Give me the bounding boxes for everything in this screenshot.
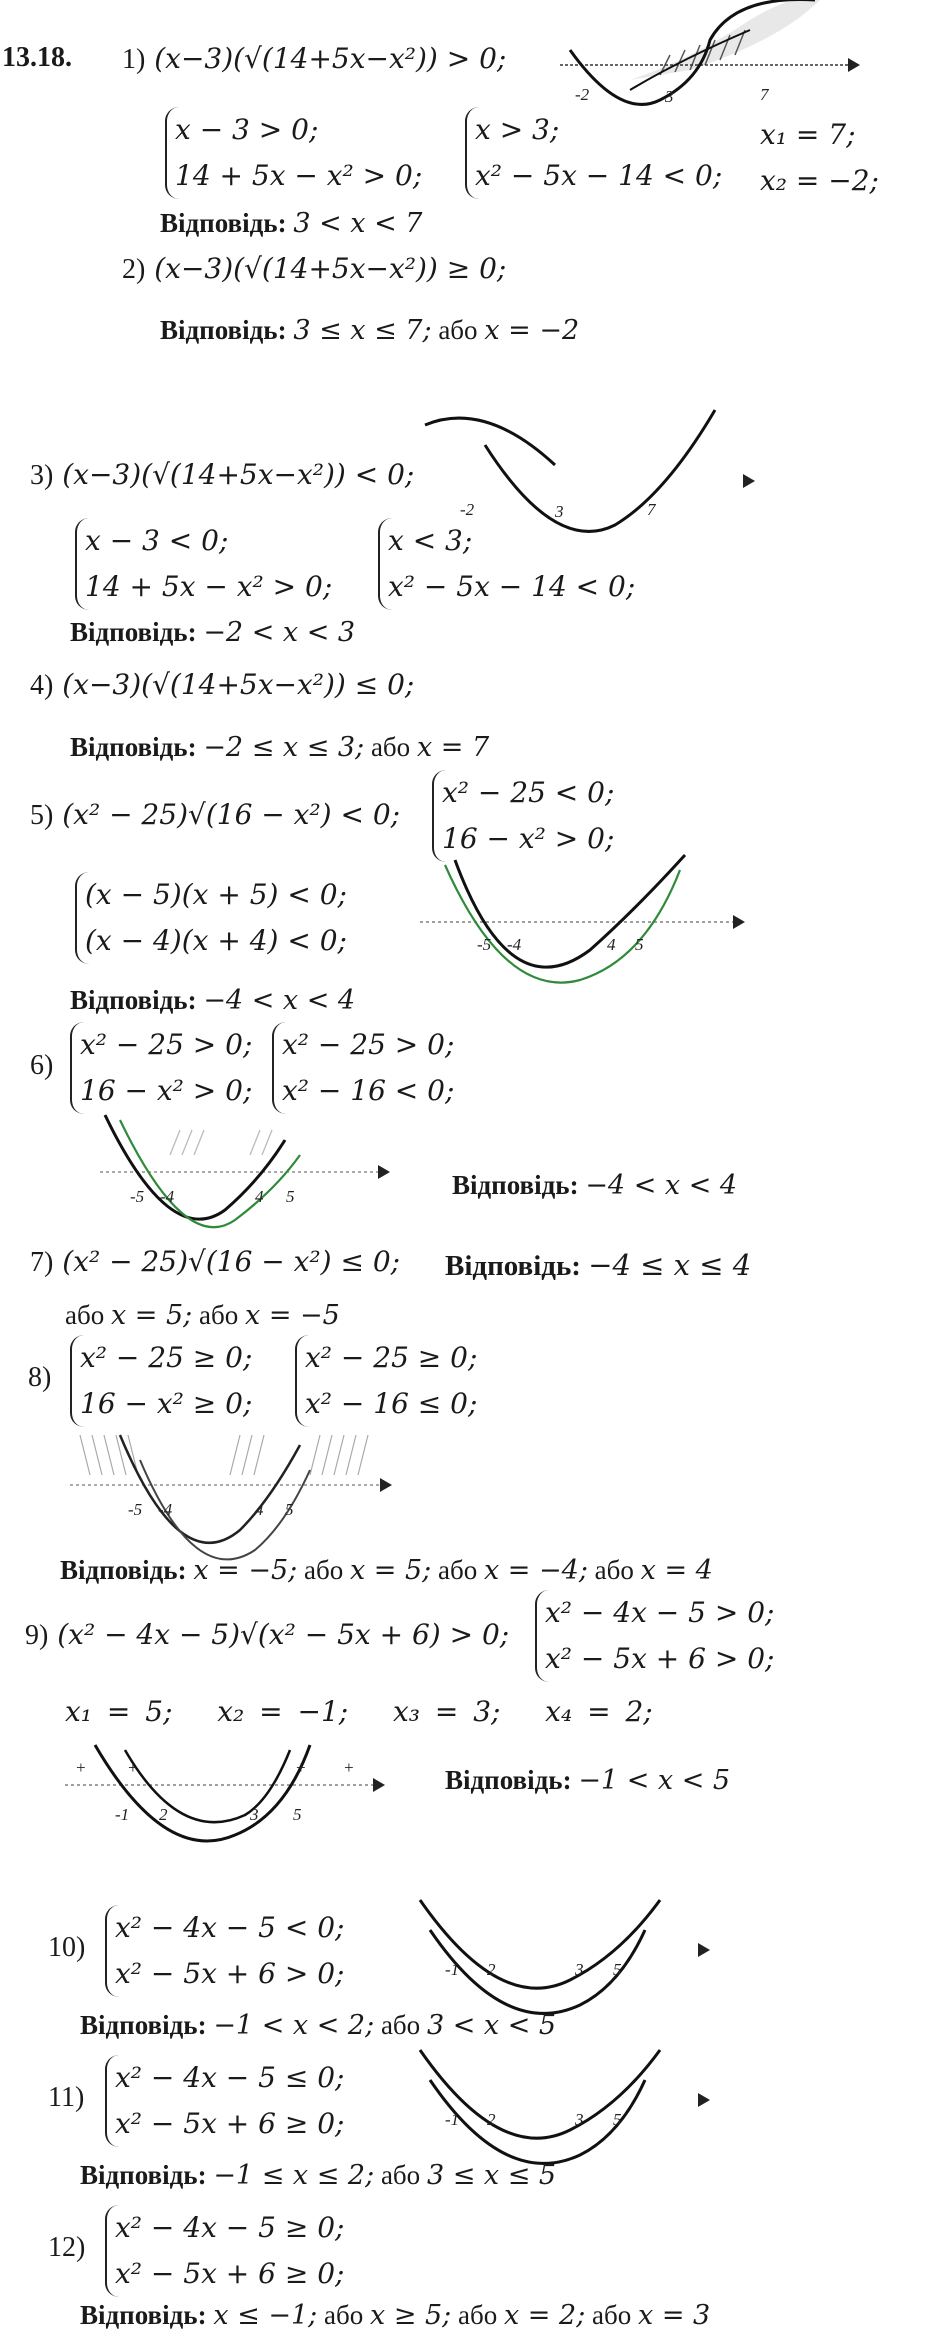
p11-sys-line-2: x² − 5x + 6 ≥ 0; (115, 2107, 345, 2140)
p12-answer-value-2: x ≥ 5; (369, 2300, 452, 2331)
p5-expr (30, 798, 400, 832)
p11-label: 11) (48, 2082, 85, 2113)
p8-tick-0: -5 (128, 1500, 143, 1519)
p1-roots (760, 112, 879, 204)
p12-answer (80, 2300, 710, 2331)
answer-label: Відповідь: (80, 2160, 207, 2190)
p3-sysB-line-2: x² − 5x − 14 < 0; (388, 570, 636, 603)
p10-tick-1: 2 (487, 1960, 496, 1979)
p8-sysA-line-2: 16 − x² ≥ 0; (80, 1387, 253, 1420)
p1-sysB-line-2: x² − 5x − 14 < 0; (475, 159, 723, 192)
p2-expr (122, 252, 506, 286)
p5-answer-value: −4 < x < 4 (203, 985, 356, 1016)
p1-sysB-line-1: x > 3; (475, 113, 560, 146)
p10-answer-or: або (380, 2010, 421, 2040)
p8-tick-2: 4 (255, 1500, 264, 1519)
p9-inequality: (x² − 4x − 5)√(x² − 5x + 6) > 0; (57, 1618, 510, 1651)
p8-answer-value-3: x = −4; (484, 1555, 588, 1586)
answer-label: Відповідь: (160, 208, 287, 238)
p5-answer (70, 985, 355, 1016)
p5-sysA-line-1: x² − 25 < 0; (442, 776, 615, 809)
p4-answer (70, 732, 489, 763)
p4-expr (30, 668, 414, 702)
p10-tick-2: 3 (575, 1960, 584, 1979)
p9-sign-1: + (127, 1758, 139, 1777)
p12-answer-value-1: x ≤ −1; (213, 2300, 318, 2331)
p8-answer-value-1: x = −5; (193, 1555, 298, 1586)
answer-label: Відповідь: (80, 2010, 207, 2040)
p5-system-a (432, 770, 614, 862)
p8-tick-3: 5 (285, 1500, 294, 1519)
p7-expr (30, 1245, 400, 1279)
p10-answer-value: −1 < x < 2; (213, 2010, 375, 2041)
p6-sysB-line-1: x² − 25 > 0; (282, 1028, 455, 1061)
p12-sys-line-2: x² − 5x + 6 ≥ 0; (115, 2257, 345, 2290)
p12-system (105, 2205, 344, 2297)
answer-label: Відповідь: (60, 1555, 187, 1585)
p3-tick-0: -2 (460, 500, 475, 519)
p11-answer-or: або (380, 2160, 421, 2190)
answer-label: Відповідь: (70, 985, 197, 1015)
p9-tick-3: 5 (293, 1805, 302, 1824)
p12-answer-value-4: x = 3 (638, 2300, 711, 2331)
p11-answer-value: −1 ≤ x ≤ 2; (213, 2160, 375, 2191)
p9-system-b (535, 1590, 774, 1682)
p5-tick-1: -4 (507, 935, 522, 954)
p1-diagram (560, 0, 900, 110)
problem-number: 13.18. (2, 42, 72, 73)
p6-tick-1: -4 (160, 1187, 175, 1206)
p1-sysA-line-2: 14 + 5x − x² > 0; (175, 159, 423, 192)
p7-extra-value-1: x = 5; (110, 1300, 193, 1331)
p6-diagram (100, 1110, 420, 1235)
p7-inequality: (x² − 25)√(16 − x²) ≤ 0; (62, 1245, 401, 1278)
p4-answer-value: −2 ≤ x ≤ 3; (203, 732, 365, 763)
p6-answer-value: −4 < x < 4 (585, 1170, 738, 1201)
p5-sysB-line-2: (x − 4)(x + 4) < 0; (85, 924, 347, 957)
p2-label: 2) (122, 254, 146, 285)
p9-label: 9) (25, 1620, 49, 1651)
p7-extra-or-1: або (65, 1300, 105, 1330)
p2-answer-or: або (438, 315, 478, 345)
p8-answer-value-2: x = 5; (349, 1555, 432, 1586)
p12-answer-or-2: або (458, 2300, 498, 2330)
p9-tick-1: 2 (159, 1805, 168, 1824)
p6-sysB-line-2: x² − 16 < 0; (282, 1074, 455, 1107)
p6-tick-3: 5 (286, 1187, 295, 1206)
p6-answer (452, 1170, 737, 1201)
p3-sysB-line-1: x < 3; (388, 524, 473, 557)
p1-system-a (165, 107, 422, 199)
answer-label: Відповідь: (445, 1250, 581, 1282)
p11-tick-3: 5 (613, 2110, 622, 2129)
p8-answer-or-1: або (303, 1555, 344, 1585)
p10-sys-line-1: x² − 4x − 5 < 0; (115, 1911, 345, 1944)
p5-sysA-line-2: 16 − x² > 0; (442, 822, 615, 855)
p1-root-2: x₂ = −2; (760, 164, 879, 197)
p9-answer-value: −1 < x < 5 (578, 1765, 731, 1796)
p7-extra-or-2: або (199, 1300, 239, 1330)
p4-answer-extra: x = 7 (416, 732, 490, 763)
p3-system-b (378, 518, 635, 610)
p9-tick-0: -1 (115, 1805, 130, 1824)
p11-tick-2: 3 (575, 2110, 584, 2129)
p4-answer-or: або (370, 732, 411, 762)
p7-answer (445, 1248, 751, 1283)
p9-sign-3: + (343, 1758, 355, 1777)
p10-sys-line-2: x² − 5x + 6 > 0; (115, 1957, 345, 1990)
p8-label: 8) (28, 1362, 52, 1393)
answer-label: Відповідь: (80, 2300, 207, 2330)
p3-label: 3) (30, 460, 54, 491)
p6-sysA-line-1: x² − 25 > 0; (80, 1028, 253, 1061)
p11-tick-0: -1 (445, 2110, 460, 2129)
p1-tick-2: 7 (760, 85, 769, 104)
p5-tick-0: -5 (477, 935, 492, 954)
p6-system-b (272, 1022, 454, 1114)
p7-extra (65, 1300, 340, 1331)
p3-diagram (425, 405, 765, 535)
p5-inequality: (x² − 25)√(16 − x²) < 0; (62, 798, 401, 831)
p6-sysA-line-2: 16 − x² > 0; (80, 1074, 253, 1107)
p7-extra-value-2: x = −5 (245, 1300, 340, 1331)
p5-system-b (75, 872, 347, 964)
p10-diagram (410, 1895, 730, 2010)
p11-tick-1: 2 (487, 2110, 496, 2129)
p9-root-3: x₃ = 3; (392, 1695, 501, 1728)
p12-answer-value-3: x = 2; (504, 2300, 586, 2331)
p9-roots (65, 1695, 653, 1728)
p1-tick-1: 3 (665, 87, 674, 106)
p5-tick-3: 5 (635, 935, 644, 954)
p11-answer-extra: 3 ≤ x ≤ 5 (426, 2160, 557, 2191)
p3-answer (70, 617, 355, 648)
answer-label: Відповідь: (70, 732, 197, 762)
p2-answer-value: 3 ≤ x ≤ 7; (293, 315, 432, 346)
p11-system (105, 2055, 344, 2147)
p12-label: 12) (48, 2232, 86, 2263)
p9-diagram (55, 1735, 405, 1855)
p1-answer-value: 3 < x < 7 (293, 208, 423, 239)
p10-label: 10) (48, 1932, 86, 1963)
p9-sysB-line-1: x² − 4x − 5 > 0; (545, 1596, 775, 1629)
p3-system-a (75, 518, 332, 610)
p9-answer (445, 1765, 730, 1796)
answer-label: Відповідь: (452, 1170, 579, 1200)
p2-inequality: (x−3)(√(14+5x−x²)) ≥ 0; (154, 252, 507, 285)
p9-root-1: x₁ = 5; (65, 1695, 173, 1728)
p3-tick-2: 7 (647, 500, 656, 519)
answer-label: Відповідь: (160, 315, 287, 345)
p5-tick-2: 4 (607, 935, 616, 954)
p8-diagram (70, 1430, 410, 1560)
p11-diagram (410, 2045, 730, 2160)
p9-root-2: x₂ = −1; (217, 1695, 349, 1728)
p1-label: 1) (122, 44, 146, 75)
p7-answer-value: −4 ≤ x ≤ 4 (588, 1248, 752, 1282)
p10-tick-0: -1 (445, 1960, 460, 1979)
p8-tick-1: -4 (158, 1500, 173, 1519)
p6-label: 6) (30, 1050, 54, 1081)
p4-label: 4) (30, 670, 54, 701)
p6-system-a (70, 1022, 252, 1114)
p8-sysA-line-1: x² − 25 ≥ 0; (80, 1341, 253, 1374)
p12-answer-or-1: або (323, 2300, 364, 2330)
p3-sysA-line-2: 14 + 5x − x² > 0; (85, 570, 333, 603)
answer-label: Відповідь: (445, 1765, 572, 1795)
p11-answer (80, 2160, 556, 2191)
p2-answer (160, 315, 579, 346)
p12-sys-line-1: x² − 4x − 5 ≥ 0; (115, 2211, 345, 2244)
p5-sysB-line-1: (x − 5)(x + 5) < 0; (85, 878, 347, 911)
p10-answer (80, 2010, 556, 2041)
p6-tick-2: 4 (255, 1187, 264, 1206)
p8-answer (60, 1555, 713, 1586)
p3-inequality: (x−3)(√(14+5x−x²)) < 0; (62, 458, 415, 491)
p5-diagram (415, 850, 755, 990)
p9-root-4: x₄ = 2; (545, 1695, 653, 1728)
p9-sign-2: + (295, 1758, 307, 1777)
p9-sign-0: + (75, 1758, 87, 1777)
answer-label: Відповідь: (70, 617, 197, 647)
p10-system (105, 1905, 344, 1997)
p3-expr (30, 458, 414, 492)
p6-tick-0: -5 (130, 1187, 145, 1206)
p12-answer-or-3: або (592, 2300, 632, 2330)
p8-system-a (70, 1335, 252, 1427)
p8-sysB-line-1: x² − 25 ≥ 0; (305, 1341, 478, 1374)
p10-answer-extra: 3 < x < 5 (426, 2010, 557, 2041)
p3-answer-value: −2 < x < 3 (203, 617, 356, 648)
p8-system-b (295, 1335, 477, 1427)
p1-system-b (465, 107, 722, 199)
p4-inequality: (x−3)(√(14+5x−x²)) ≤ 0; (62, 668, 415, 701)
p3-sysA-line-1: x − 3 < 0; (85, 524, 229, 557)
p9-sysB-line-2: x² − 5x + 6 > 0; (545, 1642, 775, 1675)
p7-label: 7) (30, 1247, 54, 1278)
p9-tick-2: 3 (250, 1805, 259, 1824)
p1-root-1: x₁ = 7; (760, 118, 856, 151)
p8-answer-or-2: або (438, 1555, 478, 1585)
p1-answer (160, 208, 422, 239)
p11-sys-line-1: x² − 4x − 5 ≤ 0; (115, 2061, 345, 2094)
p3-tick-1: 3 (555, 502, 564, 521)
p2-answer-extra: x = −2 (484, 315, 580, 346)
p1-sysA-line-1: x − 3 > 0; (175, 113, 319, 146)
p8-answer-value-4: x = 4 (640, 1555, 713, 1586)
p8-sysB-line-2: x² − 16 ≤ 0; (305, 1387, 478, 1420)
p1-expr (122, 42, 506, 76)
p1-tick-0: -2 (575, 85, 590, 104)
p5-label: 5) (30, 800, 54, 831)
p9-expr (25, 1618, 509, 1652)
p10-tick-3: 5 (613, 1960, 622, 1979)
p8-answer-or-3: або (594, 1555, 634, 1585)
p1-inequality: (x−3)(√(14+5x−x²)) > 0; (154, 42, 507, 75)
